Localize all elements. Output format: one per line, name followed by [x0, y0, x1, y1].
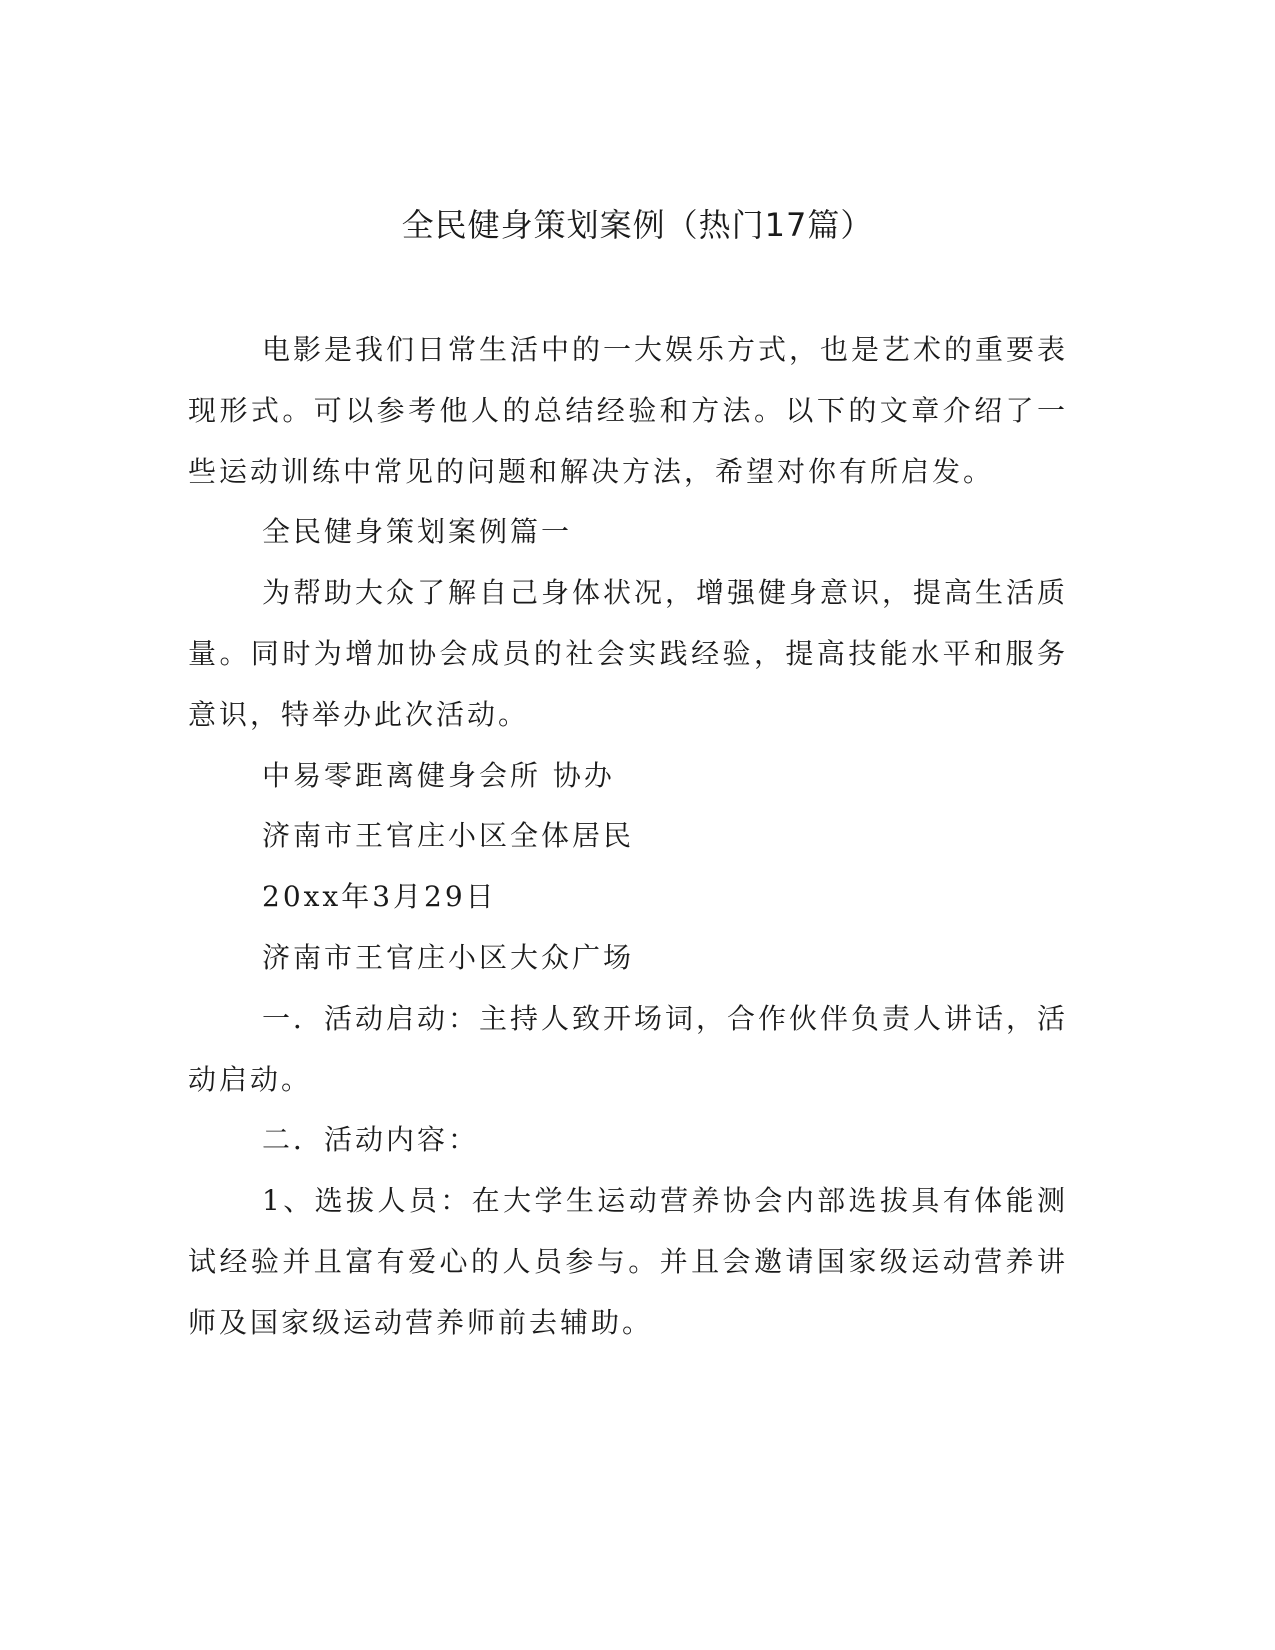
- activity-content-heading: 二．活动内容：: [262, 1123, 480, 1157]
- date-line: 20xx年3月29日: [262, 880, 497, 914]
- venue-line: 济南市王官庄小区大众广场: [262, 940, 635, 974]
- intro-paragraph: 电影是我们日常生活中的一大娱乐方式，也是艺术的重要表现形式。可以参考他人的总结经验和方法。以下的文章介绍了一些运动训练中常见的问题和解决方法，希望对你有所启发。: [188, 333, 1069, 488]
- section-heading: 全民健身策划案例篇一: [262, 515, 573, 549]
- activity-start-paragraph: 一．活动启动：主持人致开场词，合作伙伴负责人讲话，活动启动。: [188, 1001, 1069, 1096]
- document-body: [188, 320, 1068, 1354]
- participants-line: 济南市王官庄小区全体居民: [262, 819, 635, 853]
- staff-selection-paragraph: 1、选拔人员：在大学生运动营养协会内部选拔具有体能测试经验并且富有爱心的人员参与。并且会邀请国家级运动营养讲师及国家级运动营养师前去辅助。: [188, 1184, 1068, 1339]
- purpose-paragraph: 为帮助大众了解自己身体状况，增强健身意识，提高生活质量。同时为增加协会成员的社会实践经验，提高技能水平和服务意识，特举办此次活动。: [188, 576, 1069, 731]
- document-title: 全民健身策划案例（热门17篇）: [401, 206, 874, 244]
- co-organizer-line: 中易零距离健身会所 协办: [262, 758, 615, 792]
